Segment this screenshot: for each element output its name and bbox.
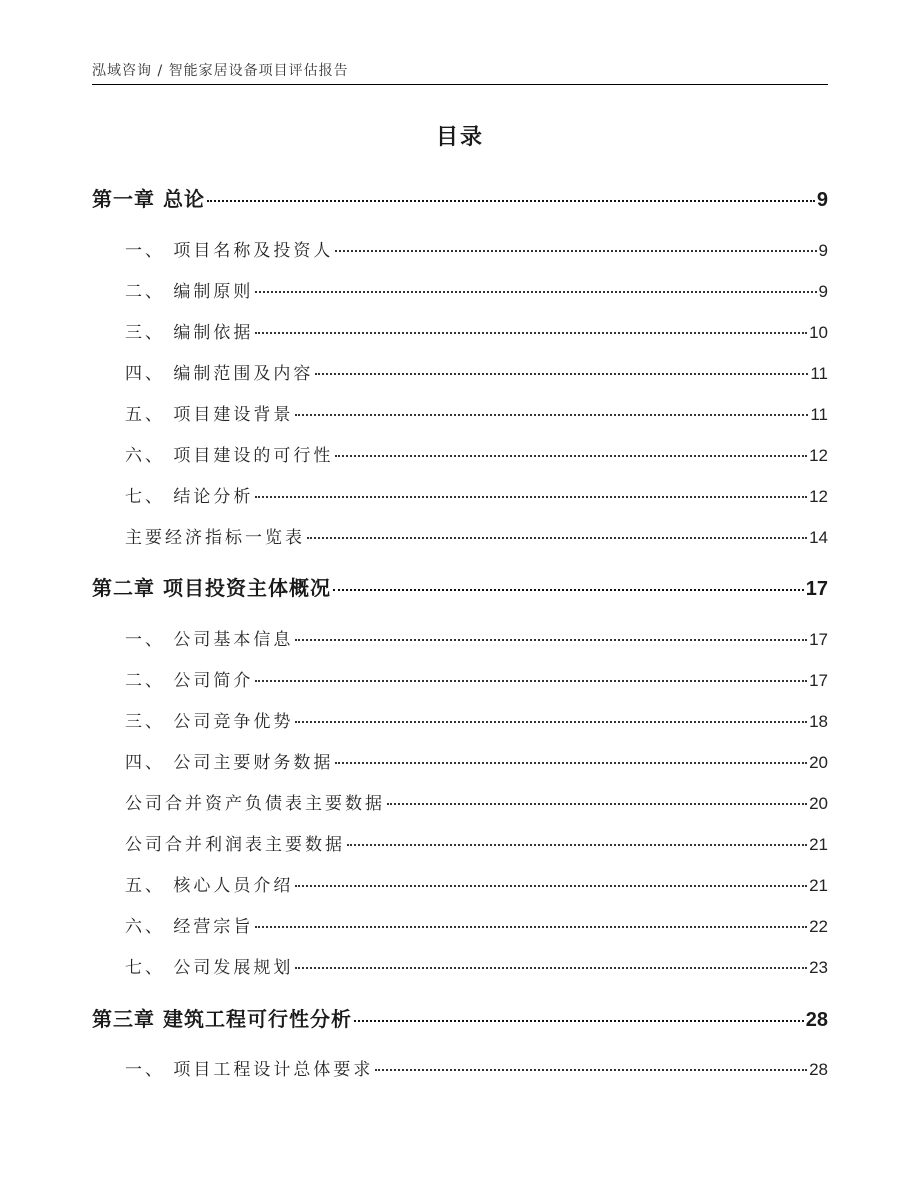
toc-leader-dots [335,762,807,764]
toc-leader-dots [255,291,816,293]
toc-leader-dots [307,537,807,539]
toc-page-number: 17 [809,630,828,649]
toc-page-number: 21 [809,876,828,895]
toc-page-number: 22 [809,917,828,936]
toc-leader-dots [207,200,815,202]
toc-entry-label: 一、 项目名称及投资人 [125,241,334,261]
document-header: 泓域咨询 / 智能家居设备项目评估报告 [92,63,349,79]
toc-page-number: 9 [816,189,828,211]
toc-leader-dots [387,803,807,805]
toc-page-number: 17 [805,578,828,600]
toc-leader-dots [333,589,804,591]
toc-page-number: 12 [809,487,828,506]
toc-entry-label: 六、 经营宗旨 [125,917,254,937]
toc-leader-dots [335,250,816,252]
toc-entry-label: 七、 公司发展规划 [125,958,294,978]
toc-entry[interactable] [125,400,828,425]
toc-page-number: 23 [809,958,828,977]
toc-page-number: 10 [809,323,828,342]
toc-entry-label: 五、 核心人员介绍 [125,876,294,896]
toc-leader-dots [315,373,808,375]
toc-entry-label: 二、 公司简介 [125,671,254,691]
toc-page-number: 14 [809,528,828,547]
toc-entry-label: 一、 项目工程设计总体要求 [125,1060,374,1080]
toc-leader-dots [295,639,807,641]
toc-entry-label: 公司合并利润表主要数据 [125,835,345,855]
toc-chapter-3[interactable] [92,1003,828,1032]
toc-entry-label: 主要经济指标一览表 [125,528,305,548]
toc-entry-label: 四、 公司主要财务数据 [125,753,334,773]
toc-entry[interactable] [125,441,828,466]
toc-entry[interactable] [125,359,828,384]
toc-entry-label: 公司合并资产负债表主要数据 [125,794,385,814]
toc-entry[interactable] [125,707,828,732]
toc-page-number: 20 [809,753,828,772]
toc-entry[interactable] [125,625,828,650]
toc-page-number: 9 [818,241,828,260]
toc-entry[interactable] [125,523,828,548]
toc-page-number: 9 [818,282,828,301]
toc-entry[interactable] [125,277,828,302]
toc-chapter-2[interactable] [92,572,828,601]
toc-leader-dots [255,332,807,334]
toc-entry-label: 第二章 项目投资主体概况 [92,576,331,600]
toc-entry[interactable] [125,1055,828,1080]
toc-leader-dots [295,721,807,723]
toc-entry-label: 二、 编制原则 [125,282,254,302]
toc-page-number: 11 [810,364,828,383]
toc-entry-label: 三、 公司竞争优势 [125,712,294,732]
toc-entry-label: 四、 编制范围及内容 [125,364,314,384]
toc-entry[interactable] [125,666,828,691]
header-divider [92,84,828,85]
toc-page-number: 17 [809,671,828,690]
toc-leader-dots [354,1020,804,1022]
toc-entry[interactable] [125,871,828,896]
toc-leader-dots [255,680,807,682]
toc-entry[interactable] [125,912,828,937]
toc-leader-dots [335,455,807,457]
toc-entry[interactable] [125,953,828,978]
toc-leader-dots [295,967,807,969]
toc-entry-label: 五、 项目建设背景 [125,405,294,425]
toc-leader-dots [347,844,807,846]
toc-page-number: 11 [810,405,828,424]
toc-entry-label: 一、 公司基本信息 [125,630,294,650]
toc-entry-label: 七、 结论分析 [125,487,254,507]
toc-page-number: 21 [809,835,828,854]
toc-leader-dots [255,496,807,498]
toc-leader-dots [375,1069,807,1071]
toc-chapter-1[interactable] [92,183,828,212]
toc-entry[interactable] [125,830,828,855]
toc-entry-label: 第一章 总论 [92,187,205,211]
toc-page-number: 18 [809,712,828,731]
toc-page-number: 28 [809,1060,828,1079]
toc-entry[interactable] [125,789,828,814]
toc-entry[interactable] [125,482,828,507]
page-title: 目录 [435,125,484,150]
toc-entry-label: 六、 项目建设的可行性 [125,446,334,466]
toc-page-number: 20 [809,794,828,813]
toc-leader-dots [295,414,808,416]
toc-entry[interactable] [125,748,828,773]
toc-entry-label: 三、 编制依据 [125,323,254,343]
toc-leader-dots [255,926,807,928]
toc-page-number: 28 [805,1009,828,1031]
toc-leader-dots [295,885,807,887]
toc-entry[interactable] [125,318,828,343]
toc-entry-label: 第三章 建筑工程可行性分析 [92,1007,352,1031]
toc-entry[interactable] [125,236,828,261]
toc-page-number: 12 [809,446,828,465]
